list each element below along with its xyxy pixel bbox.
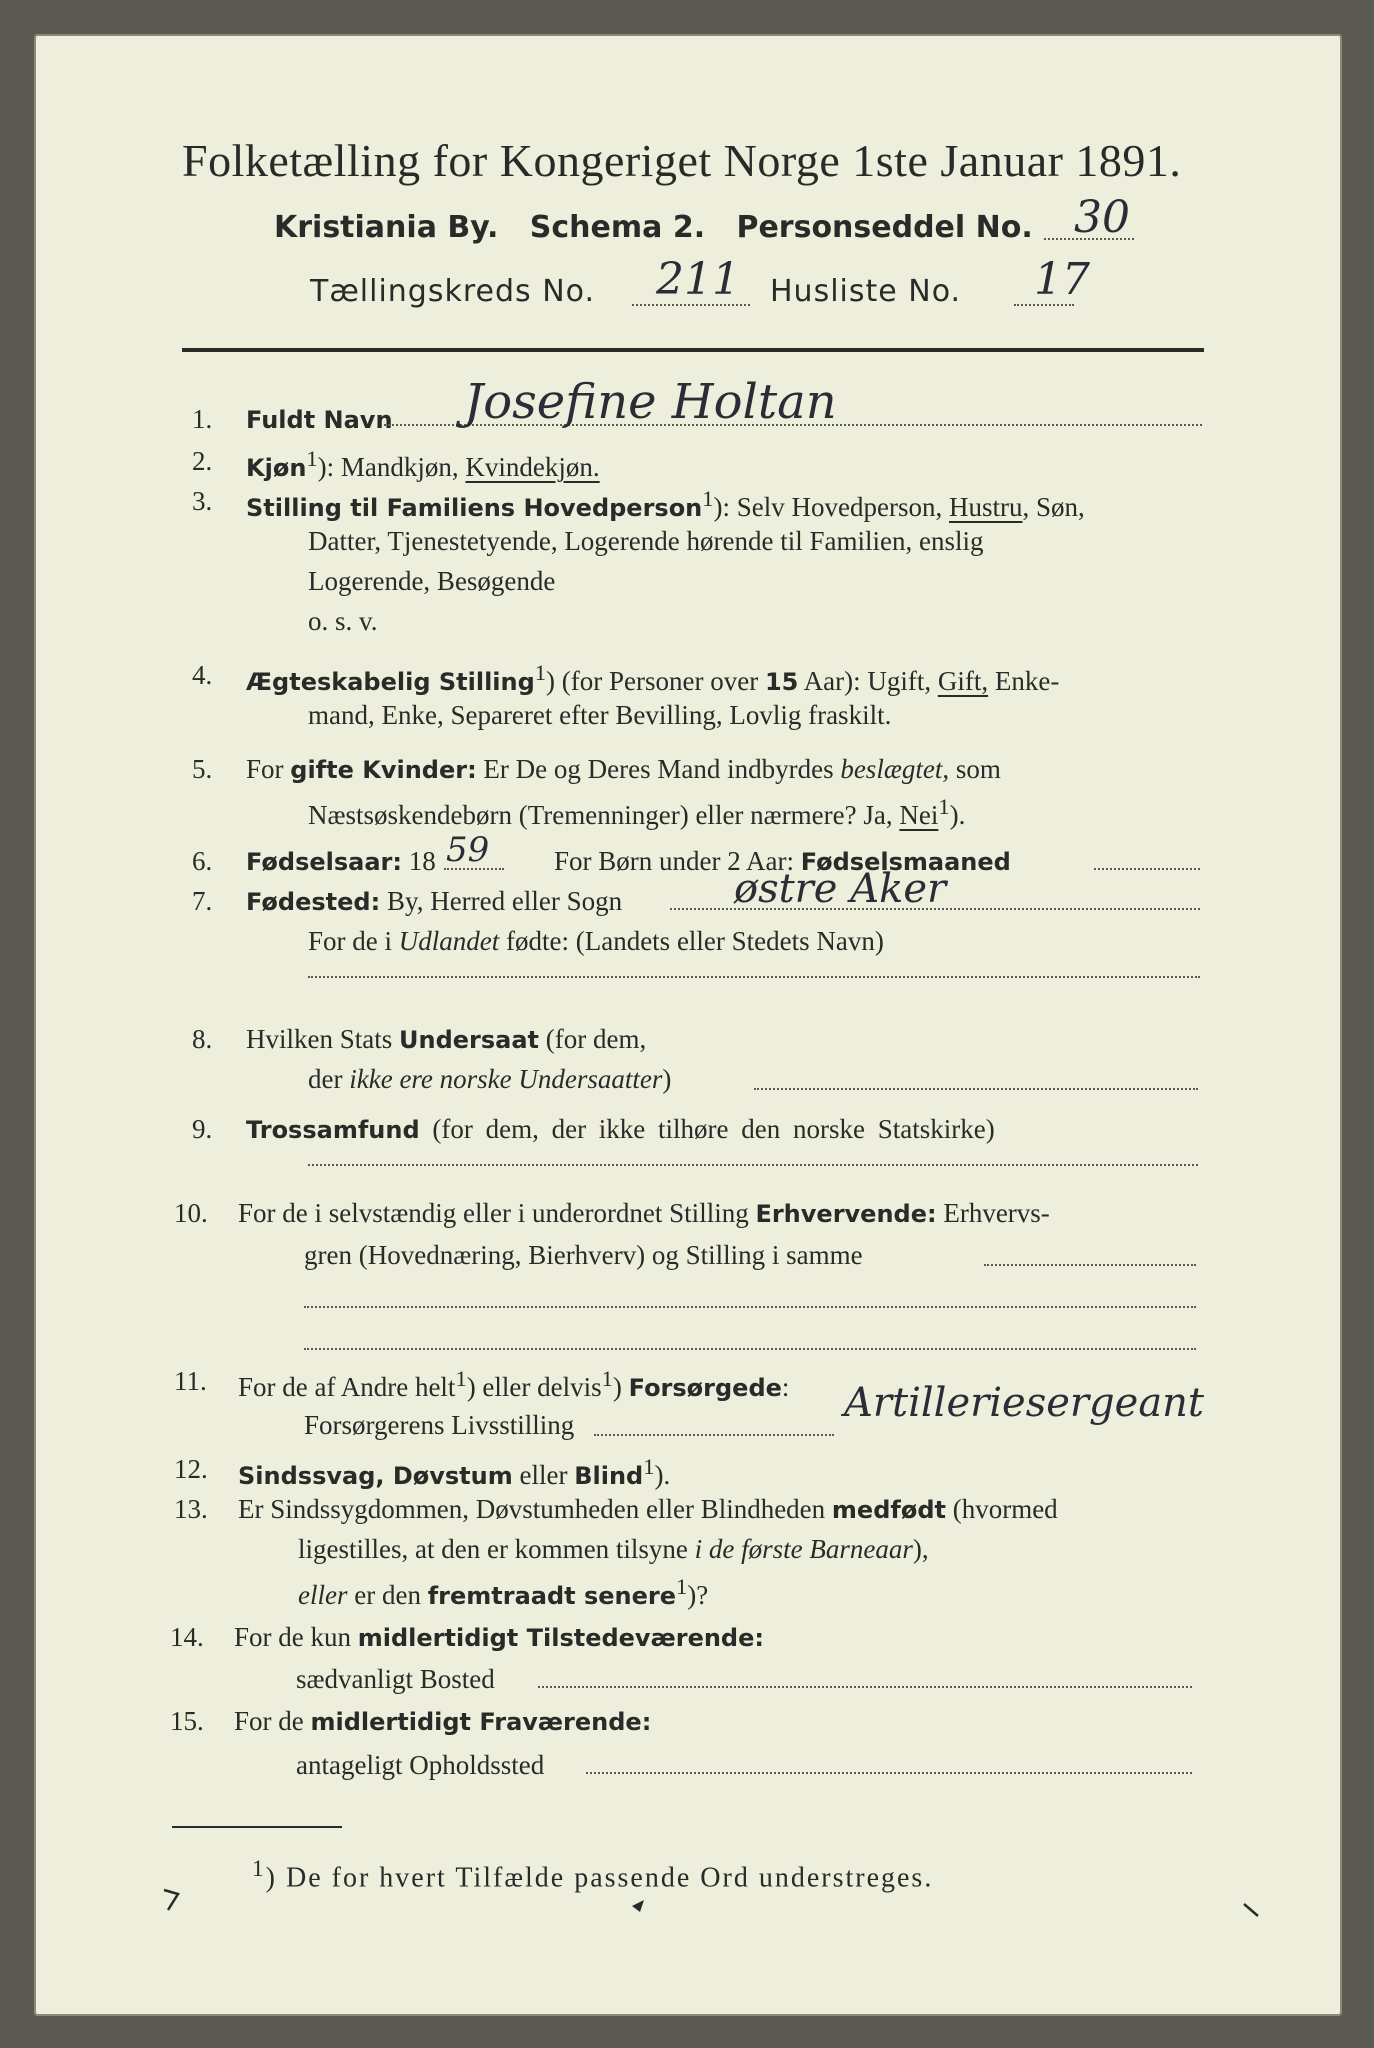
item-7-label: Fødested: <box>246 888 381 916</box>
item-6-month-dots <box>1094 868 1200 870</box>
birth-year-value: 59 <box>446 830 490 870</box>
item-13-number: 13. <box>174 1494 208 1524</box>
item-6-number: 6. <box>192 846 213 876</box>
item-13-l3c: )? <box>687 1580 709 1610</box>
item-13-line-3 <box>298 1574 708 1611</box>
item-4-label: Ægteskabelig Stilling <box>246 668 535 696</box>
item-10-line-2: gren (Hovednæring, Bierhverv) og Stilling i samme <box>304 1240 863 1270</box>
item-11-dots <box>594 1434 834 1436</box>
item-7-l2b: fødte: (Landets eller Stedets Navn) <box>499 926 884 956</box>
footnote-text: ) De for hvert Tilfælde passende Ord understreges. <box>265 1862 934 1894</box>
item-8-dots <box>754 1088 1198 1090</box>
item-7-l2it: Udlandet <box>398 926 500 956</box>
item-8-b: (for dem, <box>539 1024 647 1054</box>
item-8-l2a: der <box>308 1064 350 1094</box>
item-5-end: ). <box>949 800 966 830</box>
item-5-italic: beslægtet, <box>840 754 950 784</box>
item-13-sup: 1 <box>676 1574 688 1599</box>
item-8-label: Undersaat <box>399 1026 540 1054</box>
header-rule <box>182 348 1204 352</box>
item-13-l2a: ligestilles, at den er kommen tilsyne <box>298 1534 695 1564</box>
kreds-label: Tællingskreds No. <box>310 274 595 309</box>
item-4-a: ) (for Personer over <box>546 666 765 696</box>
provider-occupation-value: Artilleriesergeant <box>844 1380 1204 1426</box>
item-5-sup: 1 <box>938 794 950 819</box>
item-13-l2b: ), <box>912 1534 929 1564</box>
item-4-b: Aar): Ugift, <box>798 666 938 696</box>
item-13-l3a: er den <box>347 1580 428 1610</box>
item-5-l2: Næstsøskendebørn (Tremenninger) eller nærmere? Ja, <box>308 800 900 830</box>
item-2-rest: ): Mandkjøn, <box>317 452 466 482</box>
item-4-age: 15 <box>764 668 799 696</box>
item-12-label2: Blind <box>574 1462 644 1490</box>
item-14-number: 14. <box>170 1622 204 1652</box>
item-9-label: Trossamfund <box>246 1116 420 1144</box>
item-11-line-1 <box>238 1366 789 1403</box>
item-9-number: 9. <box>192 1114 213 1144</box>
item-8-a: Hvilken Stats <box>246 1024 399 1054</box>
personseddel-label: Personseddel No. <box>736 210 1033 245</box>
item-12-line <box>238 1454 670 1491</box>
name-value: Josefine Holtan <box>464 374 837 430</box>
item-5-c: som <box>949 754 1001 784</box>
item-15-line-1 <box>234 1706 651 1737</box>
item-4-number: 4. <box>192 660 213 690</box>
page-marks <box>154 1880 1274 1940</box>
item-3-line-4: o. s. v. <box>308 606 378 636</box>
item-14-a: For de kun <box>234 1622 358 1652</box>
item-5-selected: Nei <box>899 800 939 830</box>
item-12-label: Sindssvag, Døvstum <box>238 1462 513 1490</box>
item-11-c: ) <box>612 1372 629 1402</box>
husliste-dots <box>1014 304 1074 306</box>
item-9-a: (for dem, der ikke tilhøre den norske Statskirke) <box>419 1114 995 1144</box>
item-13-label: medfødt <box>831 1496 946 1524</box>
item-11-sup-2: 1 <box>601 1366 613 1391</box>
item-11-end: : <box>781 1372 790 1402</box>
item-3-sup: 1 <box>702 486 714 511</box>
item-11-b: ) eller delvis <box>466 1372 602 1402</box>
item-11-label: Forsørgede <box>628 1374 782 1402</box>
personseddel-dots <box>1044 238 1134 240</box>
item-10-number: 10. <box>174 1198 208 1228</box>
item-7-line-2 <box>308 926 884 957</box>
item-13-l3b: fremtraadt senere <box>427 1582 677 1610</box>
item-9-line-1 <box>246 1114 995 1145</box>
item-2-line <box>246 446 600 483</box>
item-4-c: Enke- <box>988 666 1060 696</box>
item-1-label: Fuldt Navn <box>246 406 393 434</box>
item-8-l2b: ) <box>662 1064 672 1094</box>
item-14-dots <box>538 1686 1192 1688</box>
census-form <box>34 34 1342 2016</box>
item-12-end: ). <box>654 1460 671 1490</box>
item-5-number: 5. <box>192 754 213 784</box>
husliste-label: Husliste No. <box>770 274 962 309</box>
item-8-line-2 <box>308 1064 671 1095</box>
item-2-label: Kjøn <box>246 454 307 482</box>
item-4-selected: Gift, <box>937 666 989 696</box>
item-5-label: gifte Kvinder: <box>290 756 477 784</box>
item-6-label2: Fødselsmaaned <box>800 848 1011 876</box>
item-2-sup: 1 <box>306 446 318 471</box>
item-10-b: Erhvervs- <box>936 1198 1050 1228</box>
item-15-a: For de <box>234 1706 311 1736</box>
item-3-line-1 <box>246 486 1085 523</box>
item-15-dots <box>586 1772 1192 1774</box>
item-13-a: Er Sindssygdommen, Døvstumheden eller Blindheden <box>238 1494 832 1524</box>
item-10-a: For de i selvstændig eller i underordnet Stilling <box>238 1198 756 1228</box>
city: Kristiania By. <box>274 210 499 245</box>
item-3-selected: Hustru <box>949 492 1023 522</box>
item-6-prefix: 18 <box>402 846 436 876</box>
item-13-line-2 <box>298 1534 929 1565</box>
item-11-line-2: Forsørgerens Livsstilling <box>304 1410 575 1440</box>
item-12-number: 12. <box>174 1454 208 1484</box>
item-12-sup: 1 <box>643 1454 655 1479</box>
husliste-number: 17 <box>1034 254 1090 305</box>
item-11-a: For de af Andre helt <box>238 1372 456 1402</box>
item-4-line-1 <box>246 660 1059 697</box>
item-11-sup-1: 1 <box>455 1366 467 1391</box>
item-13-l3it: eller <box>298 1580 348 1610</box>
item-8-l2it: ikke ere norske Undersaatter <box>349 1064 663 1094</box>
item-10-dots-2 <box>304 1306 1196 1308</box>
item-8-line-1 <box>246 1024 646 1055</box>
item-9-dots <box>308 1164 1198 1166</box>
item-10-label: Erhvervende: <box>755 1200 937 1228</box>
item-6-mid-text: For Børn under 2 Aar: <box>554 846 794 876</box>
item-13-l2it: i de første Barneaar <box>694 1534 913 1564</box>
item-5-line-2 <box>308 794 965 831</box>
item-5-line-1 <box>246 754 1001 785</box>
item-14-line-1 <box>234 1622 764 1653</box>
item-4-sup: 1 <box>534 660 547 685</box>
item-3-label: Stilling til Familiens Hovedperson <box>246 494 703 522</box>
item-6-year-dots <box>444 868 504 870</box>
item-2-selected: Kvindekjøn. <box>465 452 600 482</box>
header-line-2 <box>274 210 1033 245</box>
kreds-dots <box>632 304 750 306</box>
item-1-number: 1. <box>192 404 213 434</box>
item-4-line-2: mand, Enke, Separeret efter Bevilling, Lovlig fraskilt. <box>308 700 892 730</box>
item-10-dots-3 <box>304 1348 1196 1350</box>
schema: Schema 2. <box>529 210 706 245</box>
item-13-b: (hvormed <box>945 1494 1058 1524</box>
item-3-line-2: Datter, Tjenestetyende, Logerende hørende til Familien, enslig <box>308 526 984 556</box>
item-15-label: midlertidigt Fraværende: <box>310 1708 652 1736</box>
item-3-line-3: Logerende, Besøgende <box>308 566 556 596</box>
item-2-number: 2. <box>192 446 213 476</box>
item-3-b: , Søn, <box>1022 492 1085 522</box>
item-5-b: Er De og Deres Mand indbyrdes <box>476 754 841 784</box>
item-7-line-1 <box>246 886 622 917</box>
item-10-dots-1 <box>984 1264 1196 1266</box>
birthplace-value: østre Aker <box>734 866 947 912</box>
item-7-number: 7. <box>192 886 213 916</box>
item-13-line-1 <box>238 1494 1058 1525</box>
personseddel-number: 30 <box>1074 192 1130 243</box>
item-6-line <box>246 846 436 877</box>
item-14-label: midlertidigt Tilstedeværende: <box>357 1624 764 1652</box>
item-5-a: For <box>246 754 291 784</box>
kreds-number: 211 <box>656 254 740 305</box>
item-12-a: eller <box>512 1460 575 1490</box>
item-8-number: 8. <box>192 1024 213 1054</box>
item-3-a: ): Selv Hovedperson, <box>713 492 949 522</box>
item-7-country-dots <box>308 976 1200 978</box>
item-7-a: By, Herred eller Sogn <box>380 886 623 916</box>
item-10-line-1 <box>238 1198 1050 1229</box>
item-3-number: 3. <box>192 486 213 516</box>
item-6-label: Fødselsaar: <box>246 848 402 876</box>
form-title: Folketælling for Kongeriget Norge 1ste Januar 1891. <box>182 135 1182 186</box>
item-7-l2a: For de i <box>308 926 399 956</box>
footnote-rule <box>172 1826 342 1828</box>
item-11-number: 11. <box>174 1366 207 1396</box>
item-15-number: 15. <box>170 1706 204 1736</box>
footnote-sup: 1 <box>252 1856 266 1882</box>
item-15-line-2: antageligt Opholdssted <box>296 1750 545 1780</box>
item-14-line-2: sædvanligt Bosted <box>296 1664 495 1694</box>
